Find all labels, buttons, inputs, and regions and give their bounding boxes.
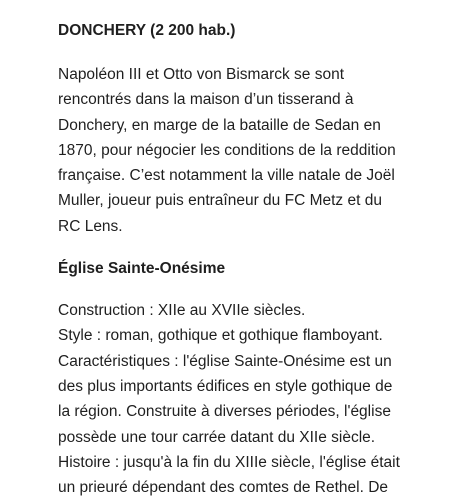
section-heading: Église Sainte-Onésime bbox=[58, 260, 226, 278]
detail-line: Histoire : jusqu'à la fin du XIIIe siècle, l'église était bbox=[58, 453, 400, 471]
intro-paragraph bbox=[58, 62, 396, 239]
detail-line: Style : roman, gothique et gothique flamboyant. bbox=[58, 327, 383, 345]
detail-line: Construction : XIIe au XVIIe siècles. bbox=[58, 302, 306, 320]
detail-line: des plus importants édifices en style gothique de bbox=[58, 377, 393, 395]
detail-line: Caractéristiques : l'église Sainte-Onésime est un bbox=[58, 352, 392, 370]
intro-line: française. C’est notamment la ville natale de Joël bbox=[58, 167, 395, 185]
intro-line: Napoléon III et Otto von Bismarck se sont bbox=[58, 66, 345, 83]
detail-line: possède une tour carrée datant du XIIe siècle. bbox=[58, 428, 376, 446]
intro-line: rencontrés dans la maison d’un tisserand à bbox=[58, 91, 354, 109]
intro-line: Donchery, en marge de la bataille de Sedan en bbox=[58, 116, 381, 134]
town-heading: DONCHERY (2 200 hab.) bbox=[58, 22, 236, 39]
intro-line: RC Lens. bbox=[58, 217, 123, 235]
detail-line: un prieuré dépendant des comtes de Rethel. De bbox=[58, 479, 389, 497]
intro-line: Muller, joueur puis entraîneur du FC Metz et du bbox=[58, 192, 382, 210]
detail-line: la région. Construite à diverses périodes, l'église bbox=[58, 403, 391, 421]
intro-line: 1870, pour négocier les conditions de la reddition bbox=[58, 141, 396, 159]
details-paragraph bbox=[58, 298, 400, 500]
